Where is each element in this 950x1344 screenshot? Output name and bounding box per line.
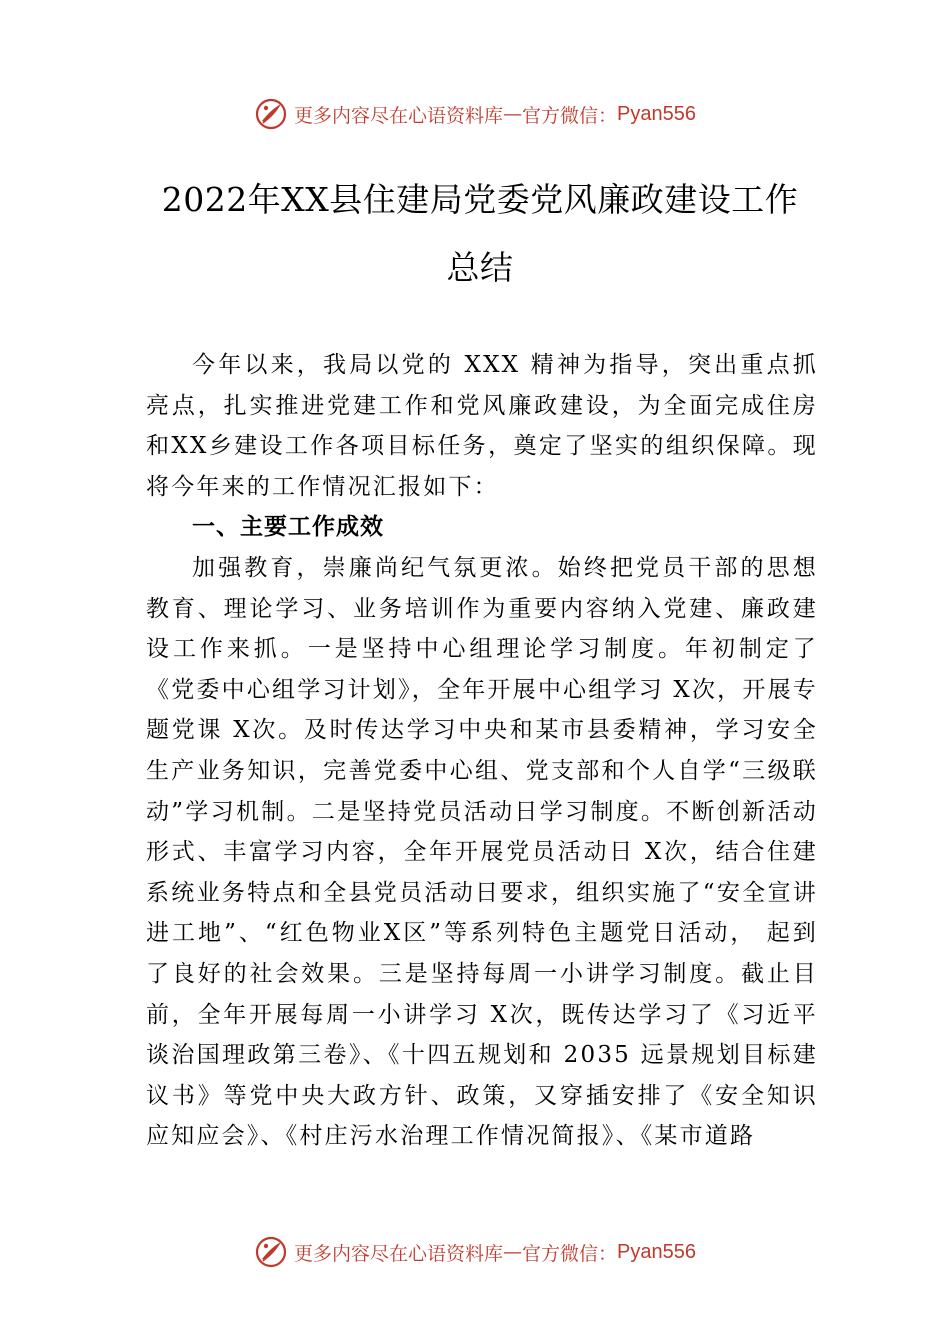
banner-text: 更多内容尽在心语资料库 xyxy=(294,104,504,127)
banner-wechat-id: Pyan556 xyxy=(617,102,696,125)
document-body xyxy=(146,345,818,1157)
intro-paragraph: 今年以来，我局以党的 XXX 精神为指导，突出重点抓亮点，扎实推进党建工作和党风廉政建设，为全面完成住房和XX乡建设工作各项目标任务，奠定了坚实的组织保障。现将今年来的工作情况汇报如下： xyxy=(146,352,818,500)
banner-separator: — xyxy=(503,103,523,125)
header-banner xyxy=(0,94,950,134)
banner-text: 更多内容尽在心语资料库 xyxy=(294,1242,504,1265)
quill-logo-icon xyxy=(254,97,288,131)
section-paragraph: 加强教育，崇廉尚纪气氛更浓。始终把党员干部的思想教育、理论学习、业务培训作为重要内容纳入党建、廉政建设工作来抓。一是坚持中心组理论学习制度。年初制定了《党委中心组学习计划》，全年开展中心组学习 X次，开展专题党课 X次。及时传达学习中央和某市县委精神，学习安全生产业务知识，完善党委中心组、党支部和个人自学“三级联动”学习机制。二是坚持党员活动日学习制度。不断创新活动形式、丰富学习内容，全年开展党员活动日 X次，结合住建系统业务特点和全县党员活动日要求，组织实施了“安全宣讲进工地”、“红色物业X区”等系列特色主题党日活动， 起到了良好的社会效果。三是坚持每周一小讲学习制度。截止目前，全年开展每周一小讲学习 X次，既传达学习了《习近平谈治国理政第三卷》、《十四五规划和 2035 远景规划目标建议书》等党中央大政方针、政策，又穿插安排了《安全知识应知应会》、《村庄污水治理工作情况简报》、《某市道路 xyxy=(146,554,818,1150)
section-heading: 一、主要工作成效 xyxy=(192,514,384,541)
footer-banner xyxy=(0,1232,950,1272)
banner-wechat-label: 官方微信： xyxy=(522,1242,618,1265)
banner-wechat-label: 官方微信： xyxy=(522,104,618,127)
quill-logo-icon xyxy=(254,1235,288,1269)
banner-wechat-id: Pyan556 xyxy=(617,1240,696,1263)
document-title: 2022年XX县住建局党委党风廉政建设工作总结 xyxy=(161,180,799,287)
banner-separator: — xyxy=(503,1241,523,1263)
